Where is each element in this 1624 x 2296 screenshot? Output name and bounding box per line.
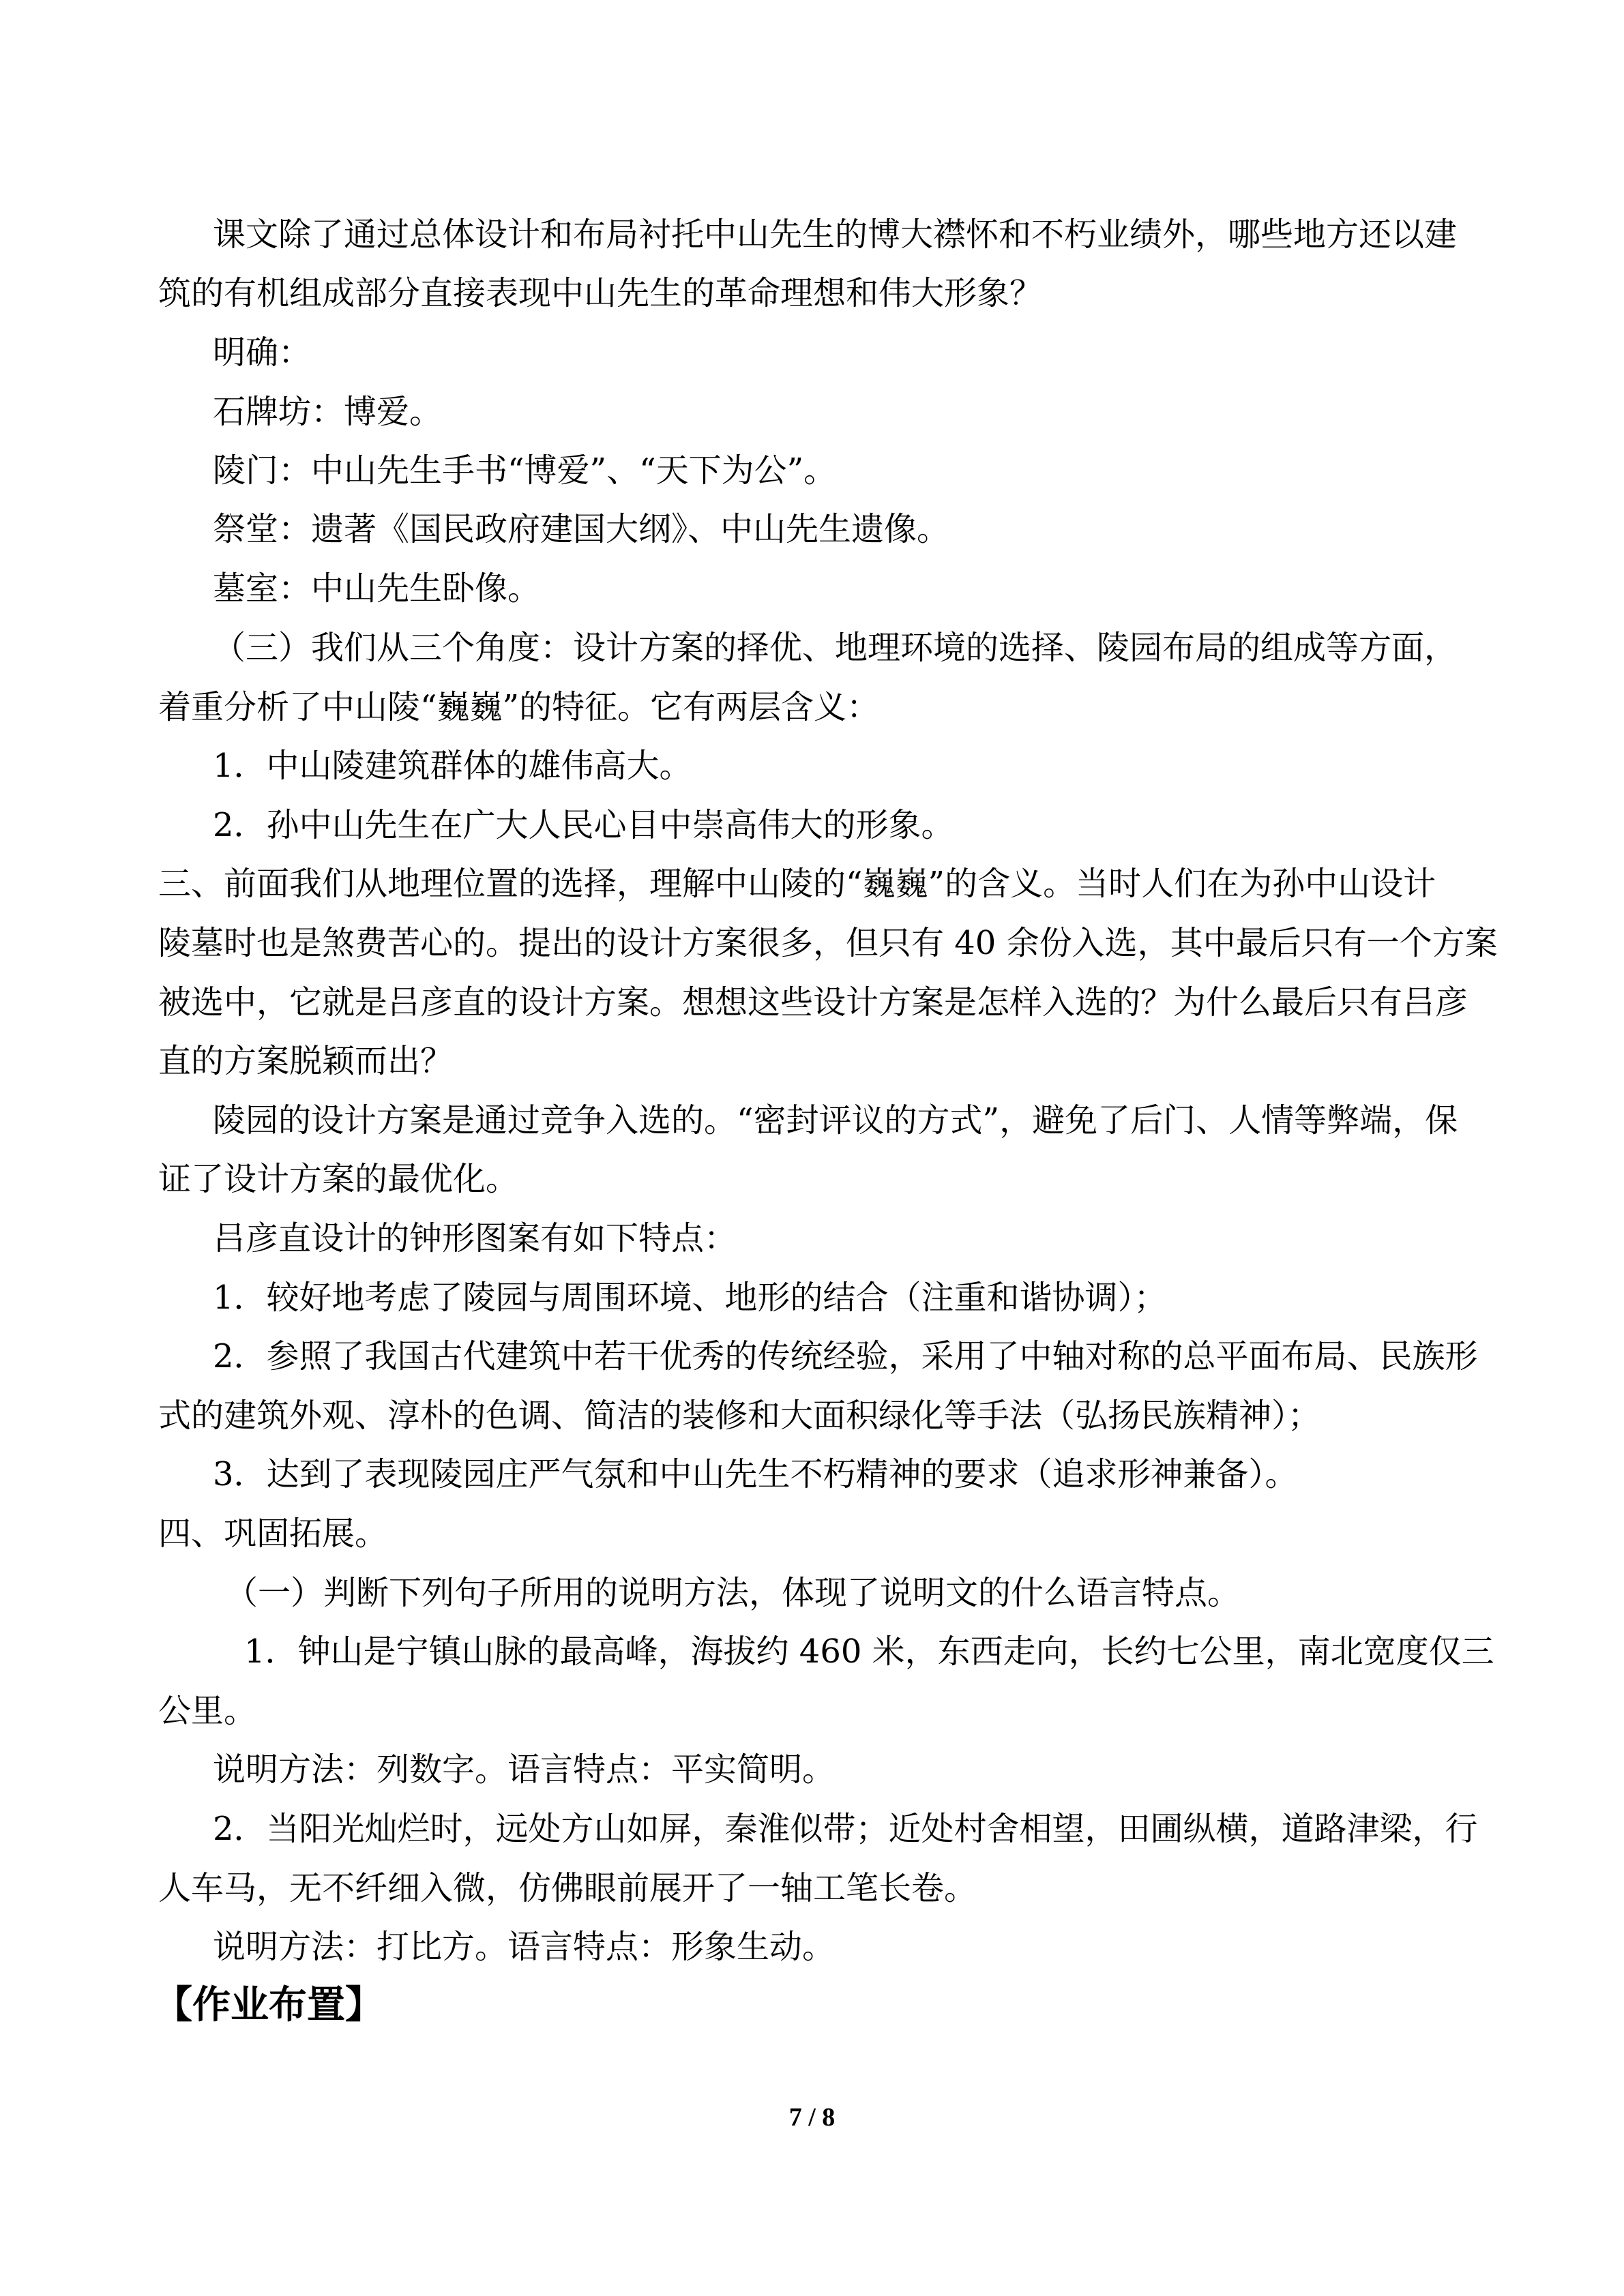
paragraph-line: 说明方法：打比方。语言特点：形象生动。 — [213, 1928, 836, 1966]
paragraph-line: 2．当阳光灿烂时，远处方山如屏，秦淮似带；近处村舍相望，田圃纵横，道路津梁，行 — [213, 1810, 1478, 1848]
paragraph-line: 1．钟山是宁镇山脉的最高峰，海拔约 460 米，东西走向，长约七公里，南北宽度仅三 — [244, 1632, 1494, 1671]
section-heading: 【作业布置】 — [154, 1983, 383, 2027]
paragraph-line: 1．较好地考虑了陵园与周围环境、地形的结合（注重和谐协调）； — [213, 1279, 1167, 1317]
paragraph-line: 直的方案脱颖而出？ — [158, 1042, 454, 1080]
paragraph-line: 明确： — [213, 333, 312, 372]
paragraph-line: 被选中，它就是吕彦直的设计方案。想想这些设计方案是怎样入选的？为什么最后只有吕彦 — [158, 983, 1468, 1022]
paragraph-line: 课文除了通过总体设计和布局衬托中山先生的博大襟怀和不朽业绩外，哪些地方还以建 — [213, 215, 1458, 254]
paragraph-line: 祭堂：遗著《国民政府建国大纲》、中山先生遗像。 — [213, 510, 950, 548]
paragraph-line: 2．孙中山先生在广大人民心目中崇高伟大的形象。 — [213, 806, 954, 844]
paragraph-line: 证了设计方案的最优化。 — [158, 1160, 519, 1198]
paragraph-line: 石牌坊：博爱。 — [213, 393, 443, 431]
paragraph-line: 墓室：中山先生卧像。 — [213, 569, 541, 608]
page-number: 7 / 8 — [788, 2103, 836, 2132]
paragraph-line: 说明方法：列数字。语言特点：平实简明。 — [213, 1750, 836, 1789]
paragraph-line: 四、巩固拓展。 — [158, 1515, 388, 1553]
paragraph-line: 陵门：中山先生手书“博爱”、“天下为公”。 — [213, 451, 837, 490]
paragraph-line: 陵墓时也是煞费苦心的。提出的设计方案很多，但只有 40 余份入选，其中最后只有一个方案 — [158, 924, 1498, 962]
paragraph-line: 人车马，无不纤细入微，仿佛眼前展开了一轴工笔长卷。 — [158, 1869, 977, 1907]
paragraph-line: 1．中山陵建筑群体的雄伟高大。 — [213, 747, 692, 785]
paragraph-line: 公里。 — [158, 1692, 257, 1730]
paragraph-line: 2．参照了我国古代建筑中若干优秀的传统经验，采用了中轴对称的总平面布局、民族形 — [213, 1337, 1478, 1375]
paragraph-line: （一）判断下列句子所用的说明方法，体现了说明文的什么语言特点。 — [225, 1574, 1241, 1612]
paragraph-line: 陵园的设计方案是通过竞争入选的。“密封评议的方式”，避免了后门、人情等弊端，保 — [213, 1101, 1458, 1139]
paragraph-line: 三、前面我们从地理位置的选择，理解中山陵的“巍巍”的含义。当时人们在为孙中山设计 — [158, 865, 1436, 903]
paragraph-line: 3．达到了表现陵园庄严气氛和中山先生不朽精神的要求（追求形神兼备）。 — [213, 1455, 1298, 1493]
paragraph-line: 筑的有机组成部分直接表现中山先生的革命理想和伟大形象？ — [158, 274, 1043, 312]
paragraph-line: 吕彦直设计的钟形图案有如下特点： — [213, 1219, 737, 1257]
paragraph-line: 着重分析了中山陵“巍巍”的特征。它有两层含义： — [158, 688, 880, 726]
paragraph-line: 式的建筑外观、淳朴的色调、简洁的装修和大面积绿化等手法（弘扬民族精神）； — [158, 1397, 1321, 1435]
paragraph-line: （三）我们从三个角度：设计方案的择优、地理环境的选择、陵园布局的组成等方面， — [213, 629, 1458, 667]
